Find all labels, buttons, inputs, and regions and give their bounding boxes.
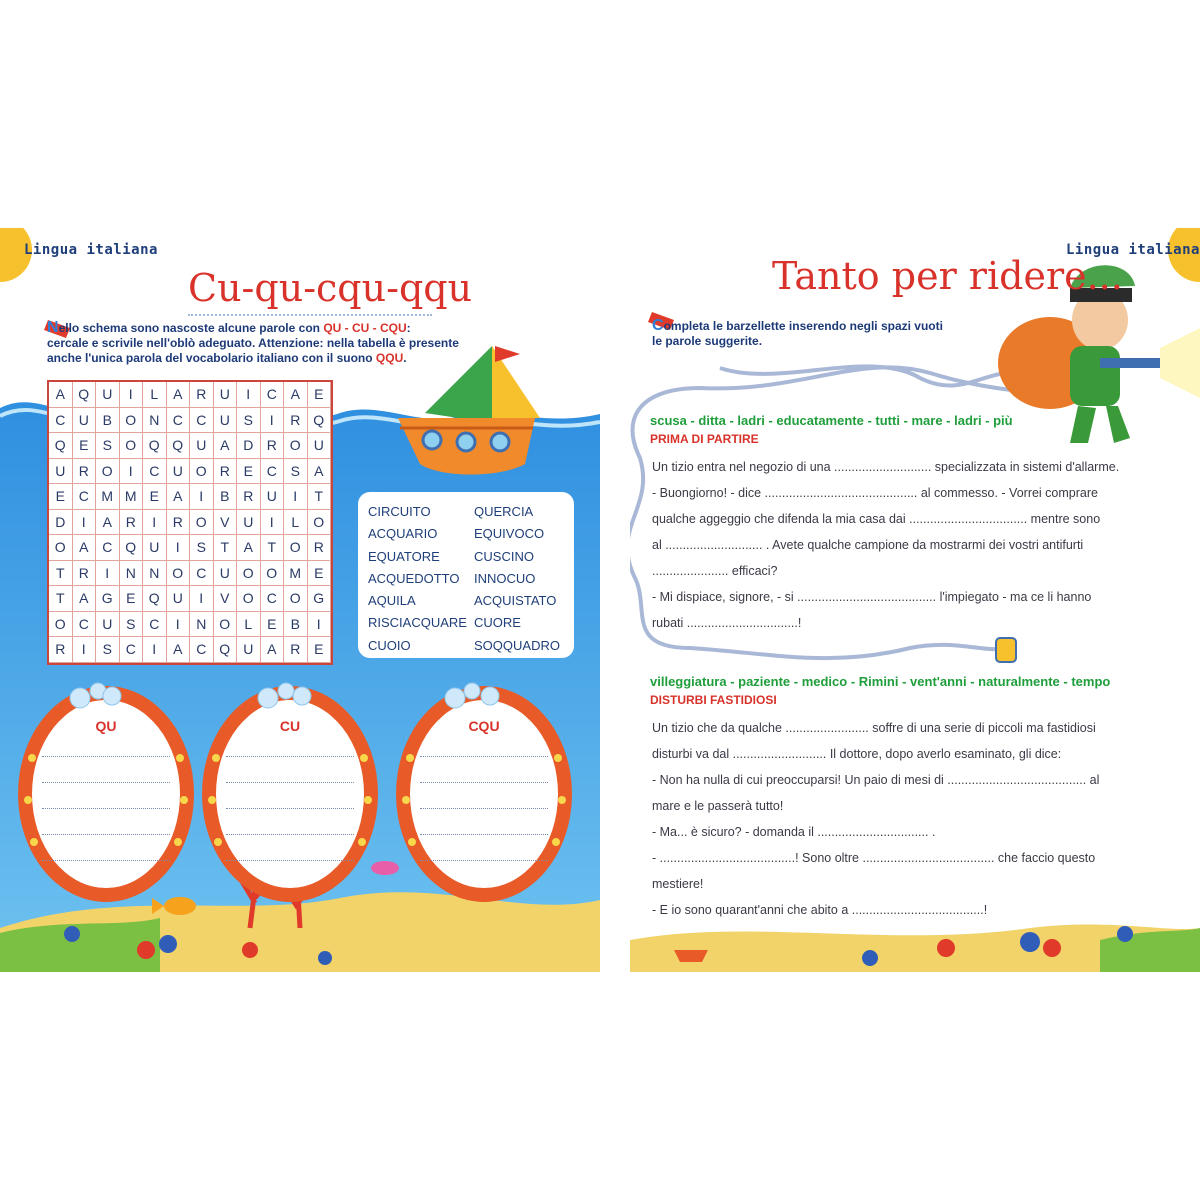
joke-text-line: - .......................................! Sono oltre ...................................... che faccio questo [652,851,1096,865]
joke-text-line: Un tizio che da qualche ........................ soffre di una serie di piccoli ma fastidiosi [652,721,1096,735]
grid-cell: I [190,484,214,510]
grid-cell: R [284,637,308,663]
grid-cell: U [143,535,167,561]
grid-cell: R [214,459,238,485]
grid-cell: U [73,408,97,434]
grid-cell: O [96,459,120,485]
grid-cell: O [214,612,238,638]
grid-cell: U [237,510,261,536]
grid-cell: S [190,535,214,561]
word-list-item: INNOCUO [474,570,536,586]
grid-cell: O [120,433,144,459]
grid-cell: A [73,535,97,561]
grid-cell: Q [143,433,167,459]
grid-cell: L [284,510,308,536]
joke-heading-2: DISTURBI FASTIDIOSI [650,693,777,707]
grid-cell: O [49,535,73,561]
grid-cell: E [73,433,97,459]
grid-cell: A [261,637,285,663]
grid-cell: T [49,561,73,587]
grid-cell: E [49,484,73,510]
grid-cell: A [167,484,191,510]
grid-cell: I [143,637,167,663]
instruction-line-2: cercale e scrivile nell'oblò adeguato. Attenzione: nella tabella è presente [47,336,459,350]
instruction-text [652,318,992,349]
grid-cell: C [190,637,214,663]
grid-cell: C [261,382,285,408]
grid-cell: U [214,408,238,434]
grid-cell: R [73,459,97,485]
grid-cell: U [96,382,120,408]
grid-cell: Q [49,433,73,459]
grid-cell: C [167,408,191,434]
writing-line[interactable] [420,782,548,783]
word-list-item: ACQUEDOTTO [368,570,460,586]
grid-cell: C [143,459,167,485]
joke-text-line: ...................... efficaci? [652,564,778,578]
joke-text-line: - E io sono quarant'anni che abito a ......................................! [652,903,988,917]
joke-text-line: - Mi dispiace, signore, - si ........................................ l'impiegato - ma ce li hanno [652,590,1092,604]
porthole-label-cu: CU [279,718,301,734]
grid-cell: O [120,408,144,434]
word-list-item: EQUIVOCO [474,526,545,542]
word-list-item: AQUILA [368,593,416,609]
grid-cell: S [120,612,144,638]
instruction-line-1: Completa le barzellette inserendo negli spazi vuoti [652,317,943,334]
word-list-item: CIRCUITO [368,504,431,519]
grid-cell: D [49,510,73,536]
word-list-box [358,492,574,658]
joke-heading-1: PRIMA DI PARTIRE [650,432,759,446]
instruction-line-3: anche l'unica parola del vocabolario italiano con il suono QQU. [47,351,407,365]
writing-line[interactable] [226,860,354,861]
grid-cell: V [214,510,238,536]
beach-ball-icon [1020,932,1040,952]
grid-cell: N [190,612,214,638]
suggested-words-2: villeggiatura - paziente - medico - Rimini - vent'anni - naturalmente - tempo [650,674,1111,689]
grid-cell: R [49,637,73,663]
grid-cell: U [214,561,238,587]
grid-cell: C [49,408,73,434]
grid-cell: Q [167,433,191,459]
grid-cell: R [261,433,285,459]
beach-ball-icon [137,941,155,959]
grid-cell: C [261,459,285,485]
grid-cell: U [261,484,285,510]
beach-ball-icon [242,942,258,958]
grid-cell: I [308,612,332,638]
word-list-item: CUSCINO [474,548,534,564]
grid-cell: Q [120,535,144,561]
grid-cell: O [237,561,261,587]
grid-cell: U [167,459,191,485]
instruction-first-letter: C [652,317,664,334]
section-header: Lingua italiana [24,242,158,258]
word-list-item: ACQUISTATO [474,593,557,609]
porthole-label-cqu: CQU [468,718,500,734]
grid-cell: E [120,586,144,612]
word-list-item: ACQUARIO [368,526,438,542]
instruction-first-letter: N [47,319,59,336]
writing-line[interactable] [42,834,170,835]
word-list-item: QUERCIA [474,504,534,519]
grid-cell: C [73,612,97,638]
grid-cell: G [308,586,332,612]
joke-text-line: - Non ha nulla di cui preoccuparsi! Un paio di mesi di ........................................ al [652,773,1100,787]
writing-line[interactable] [42,808,170,809]
grid-cell: O [49,612,73,638]
beach-ball-icon [1117,926,1133,942]
instruction-line-1: Nello schema sono nascoste alcune parole con QU - CU - CQU: [47,319,411,336]
grid-cell: V [214,586,238,612]
grid-cell: O [167,561,191,587]
grid-cell: U [214,382,238,408]
beach-ball-icon [862,950,878,966]
page-title: Tanto per ridere... [772,254,1123,298]
left-page [0,228,600,972]
word-list-item: CUORE [474,615,521,631]
grid-cell: I [167,535,191,561]
writing-line[interactable] [42,756,170,757]
grid-cell: A [96,510,120,536]
joke-text-line: disturbi va dal ........................... Il dottore, dopo averlo esaminato, gli dice: [652,747,1062,761]
word-list-item: SOQQUADRO [474,637,560,653]
grid-cell: I [261,510,285,536]
grid-cell: T [261,535,285,561]
grid-cell: I [284,484,308,510]
grid-cell: C [261,586,285,612]
grid-cell: O [190,459,214,485]
grid-cell: U [167,586,191,612]
instruction-text [47,320,467,366]
grid-cell: S [96,433,120,459]
grid-cell: I [120,382,144,408]
beach-ball-icon [318,951,332,965]
grid-cell: O [284,535,308,561]
joke-text-line: - Ma... è sicuro? - domanda il ................................ . [652,825,936,839]
grid-cell: U [96,612,120,638]
grid-cell: E [308,637,332,663]
grid-cell: A [237,535,261,561]
grid-cell: E [308,382,332,408]
grid-cell: R [190,382,214,408]
fish-icon [371,861,399,875]
grid-cell: A [49,382,73,408]
grid-cell: S [237,408,261,434]
grid-cell: O [190,510,214,536]
joke-text-line: al ............................ . Avete qualche campione da mostrarmi dei vostri antifurti [652,538,1084,552]
writing-line[interactable] [420,756,548,757]
grid-cell: R [308,535,332,561]
grid-cell: C [190,561,214,587]
grid-cell: L [237,612,261,638]
grid-cell: I [261,408,285,434]
joke-text-line: qualche aggeggio che difenda la mia casa dai .................................. mentre sono [652,512,1101,526]
grid-cell: T [308,484,332,510]
grid-cell: U [237,637,261,663]
grid-cell: O [261,561,285,587]
grid-cell: O [308,510,332,536]
section-header: Lingua italiana [1066,242,1200,258]
beach-ball-icon [159,935,177,953]
beach-ball-icon [64,926,80,942]
grid-cell: G [96,586,120,612]
word-list-item: RISCIACQUARE [368,615,467,631]
grid-cell: N [143,561,167,587]
beach-ball-icon [1043,939,1061,957]
word-list-item: EQUATORE [368,548,440,564]
grid-cell: I [96,561,120,587]
grid-cell: R [284,408,308,434]
writing-line[interactable] [226,782,354,783]
writing-line[interactable] [226,834,354,835]
grid-cell: I [237,382,261,408]
grid-cell: A [214,433,238,459]
grid-cell: B [284,612,308,638]
grid-cell: N [120,561,144,587]
beach-ball-icon [937,939,955,957]
grid-cell: D [237,433,261,459]
word-list-item: CUOIO [368,637,411,653]
grid-cell: A [308,459,332,485]
grid-cell: T [214,535,238,561]
plug-icon [996,638,1016,662]
grid-cell: E [261,612,285,638]
writing-line[interactable] [226,808,354,809]
grid-cell: I [167,612,191,638]
writing-line[interactable] [226,756,354,757]
grid-cell: U [190,433,214,459]
word-search-grid [47,380,333,665]
grid-cell: B [96,408,120,434]
grid-cell: B [214,484,238,510]
writing-line[interactable] [420,808,548,809]
grid-cell: C [143,612,167,638]
joke-text-line: mestiere! [652,877,704,891]
instruction-line-2: le parole suggerite. [652,334,763,348]
writing-line[interactable] [42,860,170,861]
writing-line[interactable] [42,782,170,783]
porthole-label-qu: QU [95,718,117,734]
grid-cell: L [143,382,167,408]
grid-cell: E [143,484,167,510]
grid-cell: R [237,484,261,510]
grid-cell: E [237,459,261,485]
grid-cell: Q [308,408,332,434]
page-title: Cu-qu-cqu-qqu [188,266,473,310]
grid-cell: U [49,459,73,485]
grid-cell: R [73,561,97,587]
grid-cell: R [120,510,144,536]
grid-cell: N [143,408,167,434]
grid-cell: M [96,484,120,510]
title-divider [188,314,432,316]
right-page [630,228,1200,972]
grid-cell: O [284,433,308,459]
grid-cell: Q [214,637,238,663]
grid-cell: I [190,586,214,612]
grid-cell: S [96,637,120,663]
joke-text-line: Un tizio entra nel negozio di una ............................ specializzata in sistemi d'allarme. [652,460,1120,474]
grid-cell: U [308,433,332,459]
grid-cell: Q [73,382,97,408]
grid-cell: M [284,561,308,587]
grid-cell: I [120,459,144,485]
grid-cell: Q [143,586,167,612]
grid-cell: O [237,586,261,612]
grid-cell: I [73,510,97,536]
fish-icon [164,897,196,915]
grid-cell: O [284,586,308,612]
grid-cell: M [120,484,144,510]
writing-line[interactable] [420,860,548,861]
grid-cell: A [167,637,191,663]
grid-cell: E [308,561,332,587]
grid-cell: I [143,510,167,536]
writing-line[interactable] [420,834,548,835]
grid-cell: C [120,637,144,663]
grid-cell: I [73,637,97,663]
grid-cell: C [73,484,97,510]
suggested-words-1: scusa - ditta - ladri - educatamente - tutti - mare - ladri - più [650,413,1013,428]
joke-text-line: mare e le passerà tutto! [652,799,784,813]
grid-cell: A [167,382,191,408]
grid-cell: R [167,510,191,536]
grid-cell: C [96,535,120,561]
grid-cell: A [284,382,308,408]
grid-cell: S [284,459,308,485]
grid-cell: T [49,586,73,612]
grid-cell: A [73,586,97,612]
joke-text-line: - Buongiorno! - dice ............................................ al commesso. - Vorrei comprare [652,486,1098,500]
joke-text-line: rubati ................................! [652,616,802,630]
grid-cell: C [190,408,214,434]
